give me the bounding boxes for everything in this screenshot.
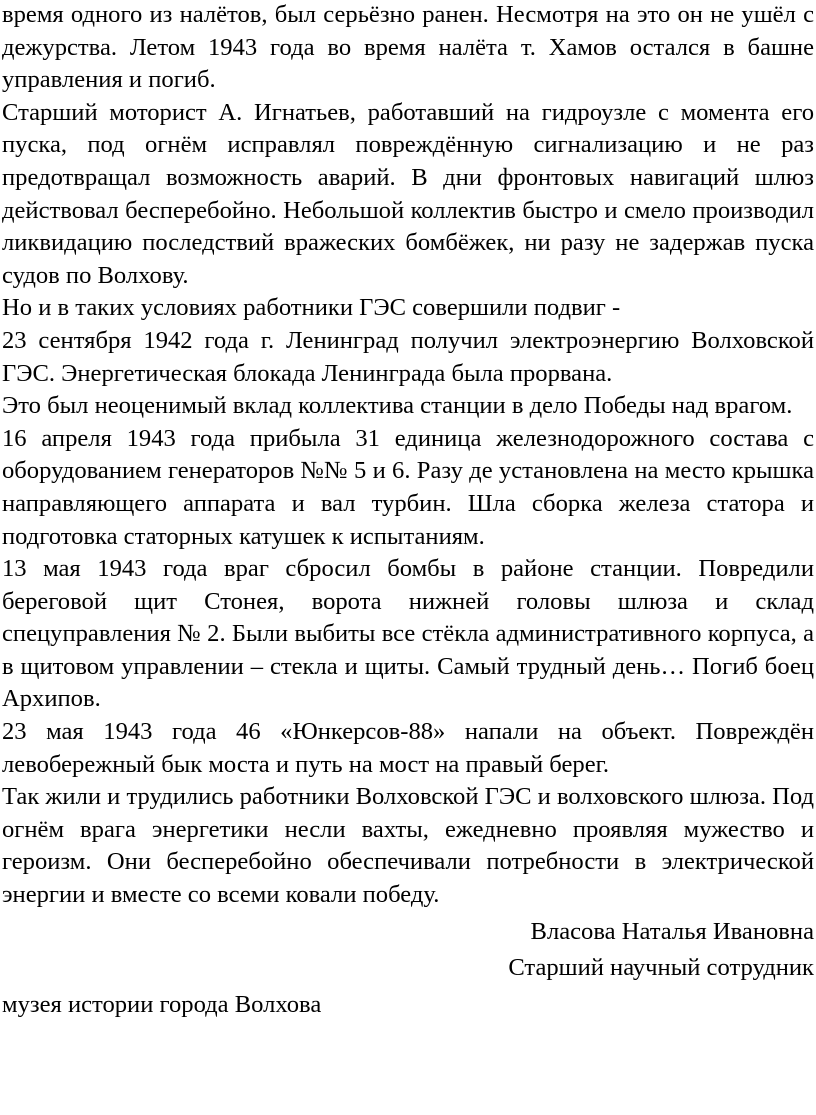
signature-museum: музея истории города Волхова [2,990,322,1018]
signature-author: Власова Наталья Ивановна [530,917,814,945]
paragraph-7: 13 мая 1943 года враг сбросил бомбы в районе станции. Повредили береговой щит Стонея, ворота нижней головы шлюза и склад спецуправления № 2. Были выбиты все стёкла административного корпуса, а в щитовом управлении – стекла и щиты. Самый трудный день… Погиб боец Архипов. [2,555,814,713]
signature-position: Старший научный сотрудник [508,954,814,982]
paragraph-3: Но и в таких условиях работники ГЭС совершили подвиг - [2,294,621,322]
paragraph-4: 23 сентября 1942 года г. Ленинград получил электроэнергию Волховской ГЭС. Энергетическая блокада Ленинграда была прорвана. [2,326,814,387]
paragraph-9: Так жили и трудились работники Волховской ГЭС и волховского шлюза. Под огнём врага энергетики несли вахты, ежедневно проявляя мужество и героизм. Они бесперебойно обеспечивали потребности в электрической энергии и вместе со всеми ковали победу. [2,783,814,909]
paragraph-1: время одного из налётов, был серьёзно ранен. Несмотря на это он не ушёл с дежурства. Летом 1943 года во время налёта т. Хамов остался в башне управления и погиб. [2,1,814,94]
paragraph-5: Это был неоценимый вклад коллектива станции в дело Победы над врагом. [2,392,793,420]
paragraph-6: 16 апреля 1943 года прибыла 31 единица железнодорожного состава с оборудованием генераторов №№ 5 и 6. Разу де установлена на место крышка направляющего аппарата и вал турбин. Шла сборка железа статора и подготовка статорных катушек к испытаниям. [2,424,814,550]
paragraph-2: Старший моторист А. Игнатьев, работавший на гидроузле с момента его пуска, под огнём исправлял повреждённую сигнализацию и не раз предотвращал возможность аварий. В дни фронтовых навигаций шлюз действовал бесперебойно. Небольшой коллектив быстро и смело производил ликвидацию последствий вражеских бомбёжек, ни разу не задержав пуска судов по Волхову. [2,98,814,289]
paragraph-8: 23 мая 1943 года 46 «Юнкерсов-88» напали на объект. Повреждён левобережный бык моста и путь на мост на правый берег. [2,718,814,778]
